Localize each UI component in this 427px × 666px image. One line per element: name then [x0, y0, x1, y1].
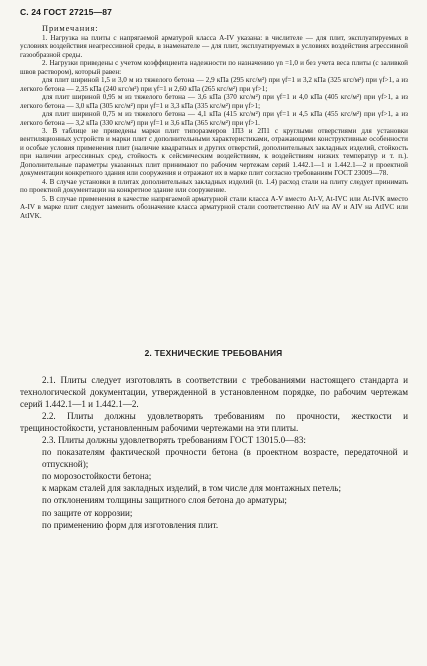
list-item: по показателям фактической прочности бетона (в проектном возрасте, передаточной и отпускной); [42, 447, 408, 470]
list-item: по морозостойкости бетона; [42, 471, 152, 482]
list-item: по защите от коррозии; [42, 507, 133, 518]
list-item: по отклонениям толщины защитного слоя бетона до арматуры; [42, 495, 287, 506]
page-header: С. 24 ГОСТ 27215—87 [20, 7, 112, 17]
paragraph-2-2: 2.2. Плиты должны удовлетворять требованиям по прочности, жесткости и трещиностойкости, установленным рабочими чертежами на эти плиты. [20, 411, 408, 434]
notes-block [20, 24, 408, 220]
list-item: по применению форм для изготовления плит. [42, 519, 219, 530]
list-item: к маркам сталей для закладных изделий, в том числе для монтажных петель; [42, 483, 341, 494]
section-title: 2. ТЕХНИЧЕСКИЕ ТРЕБОВАНИЯ [144, 348, 283, 358]
note-2-c: для плит шириной 0,75 м из тяжелого бетона — 4,1 кПа (415 кгс/м²) при γf=1 и 4,5 кПа (455 кгс/м²) при γf>1, а из легкого бетона — 3,2 кПа (330 кгс/м²) при γf=1 и 3,6 кПа (365 кгс/м²) при γf>1. [20, 110, 408, 127]
note-2-b: для плит шириной 0,95 м из тяжелого бетона — 3,6 кПа (370 кгс/м²) при γf=1 и 4,0 кПа (405 кгс/м²) при γf>1, а из легкого бетона — 3,0 кПа (305 кгс/м²) при γf=1 и 3,3 кПа (335 кгс/м²) при γf>1; [20, 93, 408, 110]
section-body [20, 374, 408, 531]
notes-title: Примечания: [42, 24, 99, 33]
note-2-a: для плит шириной 1,5 и 3,0 м из тяжелого бетона — 2,9 кПа (295 кгс/м²) при γf=1 и 3,2 кПа (325 кгс/м²) при γf>1, а из легкого бетона — 2,35 кПа (240 кгс/м²) при γf=1 и 2,60 кПа (265 кгс/м²) при γf>1; [20, 76, 408, 93]
note-5: 5. В случае применения в качестве напрягаемой арматурной стали класса A-V вместо At-V, At-IVC или At-IVK вместо A-IV в марке плит следует заменить обозначение класса арматурной стали соответственно AtV на AV и AIV на AtIVC или AtIVK. [20, 194, 408, 220]
note-3: 3. В таблице не приведены марки плит типоразмеров 1П3 и 2П1 с круглыми отверстиями для установки вентиляционных устройств и марки плит с дополнительными характеристиками, отражающими конструктивные особенности и особые условия применения плит (наличие квадратных и других отверстий, дополнительных закладных изделий, стойкость при наличии агрессивных сред, стойкость к сейсмическим воздействиям, к воздействиям низких температур и т. п.). Дополнительные параметры указанных плит принимают по рабочим чертежам серий 1.442.1—1 и 1.442.1—2 и проектной документации конкретного здания или сооружения и отражают их в марке плит согласно требованиям ГОСТ 23009—78. [20, 126, 408, 178]
note-1: 1. Нагрузка на плиты с напрягаемой арматурой класса A-IV указана: в числителе — для плит, эксплуатируемых в условиях воздействия неагрессивной среды, в знаменателе — для плит, эксплуатируемых в условиях воздействия агрессивной газообразной среды. [20, 34, 408, 59]
paragraph-2-1: 2.1. Плиты следует изготовлять в соответствии с требованиями настоящего стандарта и технологической документации, утвержденной в установленном порядке, по рабочим чертежам серий 1.442.1—1 и 1.442.1—2. [20, 375, 408, 410]
note-2-lead: 2. Нагрузки приведены с учетом коэффициента надежности по назначению γn =1,0 и без учета веса плиты (с заливкой швов раствором), который равен: [20, 59, 408, 76]
paragraph-2-3: 2.3. Плиты должны удовлетворять требованиям ГОСТ 13015.0—83: [42, 435, 306, 446]
note-4: 4. В случае установки в плитах дополнительных закладных изделий (п. 1.4) расход стали на плиту следует принимать по проектной документации на конкретное здание или сооружение. [20, 177, 408, 195]
